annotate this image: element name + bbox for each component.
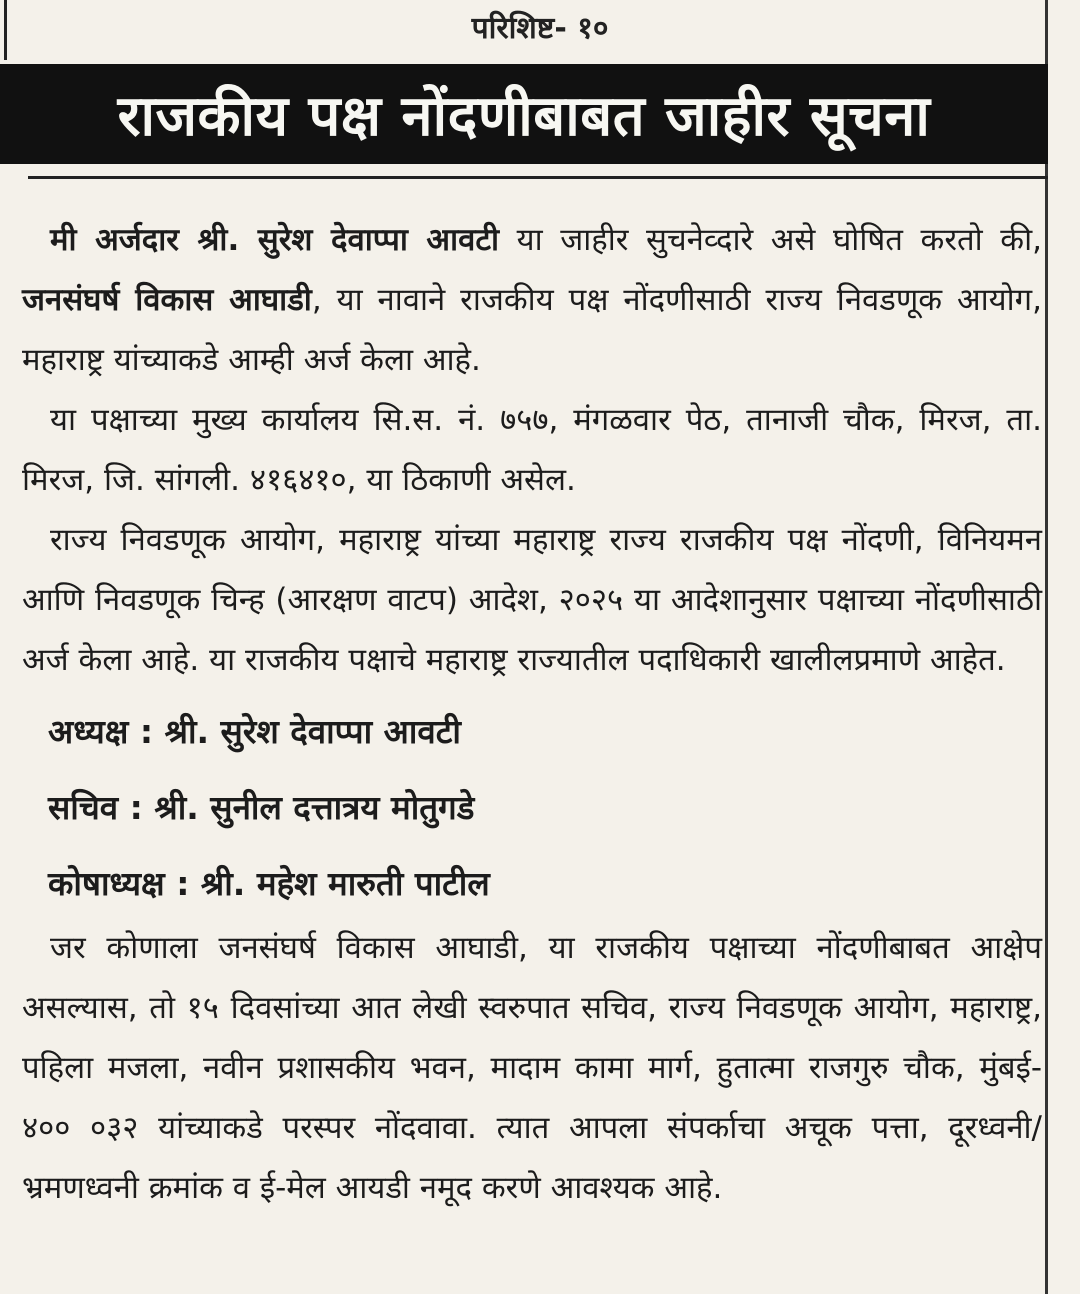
party-name: जनसंघर्ष विकास आघाडी (22, 282, 312, 318)
paragraph-declaration (22, 210, 1042, 390)
paragraph-objection: जर कोणाला जनसंघर्ष विकास आघाडी, या राजकीय पक्षाच्या नोंदणीबाबत आक्षेप असल्यास, तो १५ दिवसांच्या आत लेखी स्वरुपात सचिव, राज्य निवडणूक आयोग, महाराष्ट्र, पहिला मजला, नवीन प्रशासकीय भवन, मादाम कामा मार्ग, हुतात्मा राजगुरु चौक, मुंबई- ४०० ०३२ यांच्याकडे परस्पर नोंदवावा. त्यात आपला संपर्काचा अचूक पत्ता, दूरध्वनी/भ्रमणध्वनी क्रमांक व ई-मेल आयडी नमूद करणे आवश्यक आहे. (22, 930, 1042, 1206)
border-line-right (1045, 0, 1048, 1294)
declaration-text-2: , या नावाने राजकीय पक्ष नोंदणीसाठी राज्य निवडणूक आयोग, महाराष्ट्र यांच्याकडे आम्ही अर्ज केला आहे. (22, 282, 1042, 378)
paragraph-registration-order: राज्य निवडणूक आयोग, महाराष्ट्र यांच्या महाराष्ट्र राज्य राजकीय पक्ष नोंदणी, विनियमन आणि निवडणूक चिन्ह (आरक्षण वाटप) आदेश, २०२५ या आदेशानुसार पक्षाच्या नोंदणीसाठी अर्ज केला आहे. या राजकीय पक्षाचे महाराष्ट्र राज्यातील पदाधिकारी खालीलप्रमाणे आहेत. (22, 522, 1042, 678)
notice-title (0, 64, 1048, 164)
officer-treasurer: कोषाध्यक्ष : श्री. महेश मारुती पाटील (48, 864, 490, 903)
declaration-text-1: या जाहीर सुचनेव्दारे असे घोषित करतो की, (499, 222, 1042, 258)
paragraph-office-address: या पक्षाच्या मुख्य कार्यालय सि.स. नं. ७५७, मंगळवार पेठ, तानाजी चौक, मिरज, ता. मिरज, जि. सांगली. ४१६४१०, या ठिकाणी असेल. (22, 402, 1042, 498)
appendix-label: परिशिष्ट- १० (471, 11, 609, 46)
officer-secretary: सचिव : श्री. सुनील दत्तात्रय मोतुगडे (48, 788, 475, 827)
applicant-name: मी अर्जदार श्री. सुरेश देवाप्पा आवटी (50, 222, 500, 258)
officer-president: अध्यक्ष : श्री. सुरेश देवाप्पा आवटी (48, 712, 461, 751)
divider (28, 176, 1048, 179)
notice-title-text: राजकीय पक्ष नोंदणीबाबत जाहीर सूचना (117, 84, 931, 149)
notice-body (22, 210, 1042, 1218)
